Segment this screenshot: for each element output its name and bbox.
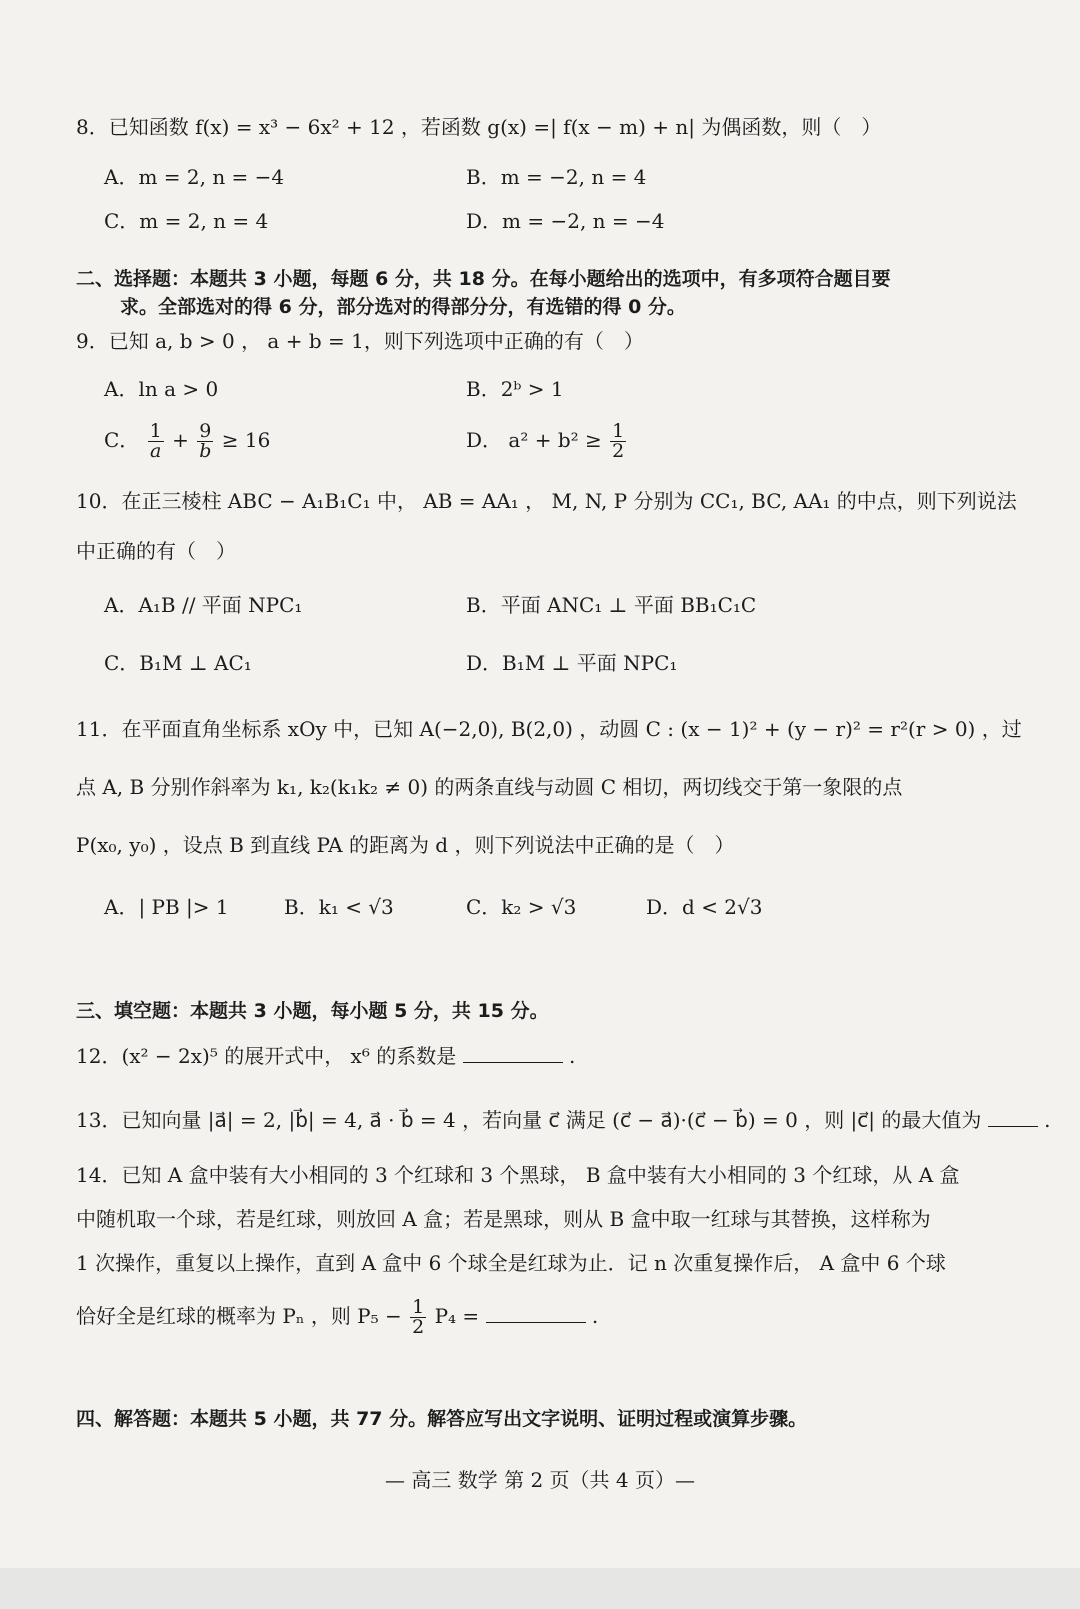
q14-line4-post: P₄ = bbox=[434, 1304, 480, 1328]
section-2-heading-line2: 求。全部选对的得 6 分，部分选对的得部分分，有选错的得 0 分。 bbox=[120, 296, 686, 318]
q13 bbox=[76, 1104, 1050, 1135]
q10-stem-line2: 中正确的有（ ） bbox=[76, 539, 236, 563]
q13-answer-blank[interactable] bbox=[988, 1104, 1038, 1127]
q10-option-d: D．B₁M ⊥ 平面 NPC₁ bbox=[466, 651, 678, 675]
q12-stem: 12．(x² − 2x)⁵ 的展开式中， x⁶ 的系数是 bbox=[76, 1044, 457, 1068]
q8-option-d: D．m = −2, n = −4 bbox=[466, 209, 665, 233]
q11-stem-line1: 11．在平面直角坐标系 xOy 中，已知 A(−2,0), B(2,0) ，动圆 C : (x − 1)² + (y − r)² = r²(r > 0) ，过 bbox=[76, 717, 1022, 741]
q9-option-c-label: C． bbox=[104, 428, 140, 452]
q9-c-fraction-2 bbox=[197, 422, 213, 461]
q14-frac-denominator: 2 bbox=[412, 1316, 425, 1338]
q11-option-b: B．k₁ < √3 bbox=[284, 895, 394, 919]
q9-c-frac1-denominator: a bbox=[150, 440, 162, 462]
q10-stem-line1: 10．在正三棱柱 ABC − A₁B₁C₁ 中， AB = AA₁ ， M, N, P 分别为 CC₁, BC, AA₁ 的中点，则下列说法 bbox=[76, 489, 1017, 513]
q8-option-c: C．m = 2, n = 4 bbox=[104, 209, 269, 233]
q9-d-expr: a² + b² ≥ bbox=[508, 428, 602, 452]
scan-bottom-edge bbox=[0, 1568, 1080, 1609]
q10-option-c: C．B₁M ⊥ AC₁ bbox=[104, 651, 252, 675]
q14-fraction bbox=[410, 1298, 426, 1337]
q9-c-frac2-numerator: 9 bbox=[197, 422, 213, 442]
q8-option-b: B．m = −2, n = 4 bbox=[466, 165, 647, 189]
q9-d-frac-denominator: 2 bbox=[612, 440, 625, 462]
q14-line3: 1 次操作，重复以上操作，直到 A 盒中 6 个球全是红球为止．记 n 次重复操作后， A 盒中 6 个球 bbox=[76, 1251, 946, 1275]
q12 bbox=[76, 1040, 575, 1071]
q9-c-tail: ≥ 16 bbox=[221, 428, 271, 452]
q9-c-frac2-denominator: b bbox=[199, 440, 212, 462]
q9-option-d bbox=[466, 410, 628, 470]
q14-line2: 中随机取一个球，若是红球，则放回 A 盒；若是黑球，则从 B 盒中取一红球与其替换，这样称为 bbox=[76, 1207, 931, 1231]
q12-end: . bbox=[568, 1044, 576, 1068]
section-2-heading-line1: 二、选择题：本题共 3 小题，每题 6 分，共 18 分。在每小题给出的选项中，有多项符合题目要 bbox=[76, 268, 891, 290]
q8-option-a: A．m = 2, n = −4 bbox=[104, 165, 285, 189]
q14-frac-numerator: 1 bbox=[412, 1296, 425, 1318]
q11-option-a: A．| PB |> 1 bbox=[104, 895, 229, 919]
q9-d-fraction bbox=[610, 422, 626, 461]
q10-option-a: A．A₁B // 平面 NPC₁ bbox=[104, 593, 303, 617]
q14-line4-pre: 恰好全是红球的概率为 Pₙ ，则 P₅ − bbox=[76, 1304, 402, 1328]
q12-answer-blank[interactable] bbox=[463, 1040, 563, 1063]
q14-line1: 14．已知 A 盒中装有大小相同的 3 个红球和 3 个黑球， B 盒中装有大小相同的 3 个红球，从 A 盒 bbox=[76, 1163, 960, 1187]
q13-end: . bbox=[1044, 1108, 1051, 1132]
q9-stem: 9．已知 a, b > 0 ， a + b = 1，则下列选项中正确的有（ ） bbox=[76, 329, 644, 353]
q11-option-c: C．k₂ > √3 bbox=[466, 895, 577, 919]
q14-end: . bbox=[591, 1304, 599, 1328]
section-3-heading: 三、填空题：本题共 3 小题，每小题 5 分，共 15 分。 bbox=[76, 1000, 549, 1022]
q11-stem-line3: P(x₀, y₀) ，设点 B 到直线 PA 的距离为 d ，则下列说法中正确的是（ ） bbox=[76, 833, 735, 857]
q14-answer-blank[interactable] bbox=[486, 1300, 586, 1323]
q9-option-b: B．2ᵇ > 1 bbox=[466, 377, 564, 401]
q9-option-a: A．ln a > 0 bbox=[104, 377, 219, 401]
q11-option-d: D．d < 2√3 bbox=[646, 895, 763, 919]
q8-stem: 8．已知函数 f(x) = x³ − 6x² + 12 ，若函数 g(x) =| f(x − m) + n| 为偶函数，则（ ） bbox=[76, 115, 882, 139]
q9-c-plus: + bbox=[172, 428, 189, 452]
q9-option-d-label: D． bbox=[466, 428, 503, 452]
q13-stem: 13．已知向量 |a⃗| = 2, |b⃗| = 4, a⃗ · b⃗ = 4 ，若向量 c⃗ 满足 (c⃗ − a⃗)·(c⃗ − b⃗) = 0 ，则 |c⃗| 的最大值为 bbox=[76, 1108, 982, 1132]
page-footer: — 高三 数学 第 2 页（共 4 页）— bbox=[385, 1468, 695, 1492]
q9-c-frac1-numerator: 1 bbox=[149, 420, 162, 442]
q10-option-b: B．平面 ANC₁ ⊥ 平面 BB₁C₁C bbox=[466, 593, 757, 617]
q9-option-c bbox=[104, 410, 270, 470]
q11-stem-line2: 点 A, B 分别作斜率为 k₁, k₂(k₁k₂ ≠ 0) 的两条直线与动圆 C 相切，两切线交于第一象限的点 bbox=[76, 775, 903, 799]
q14-line4 bbox=[76, 1284, 598, 1348]
q9-d-frac-numerator: 1 bbox=[612, 420, 625, 442]
section-4-heading: 四、解答题：本题共 5 小题，共 77 分。解答应写出文字说明、证明过程或演算步骤。 bbox=[76, 1408, 808, 1430]
q9-c-fraction-1 bbox=[148, 422, 164, 461]
